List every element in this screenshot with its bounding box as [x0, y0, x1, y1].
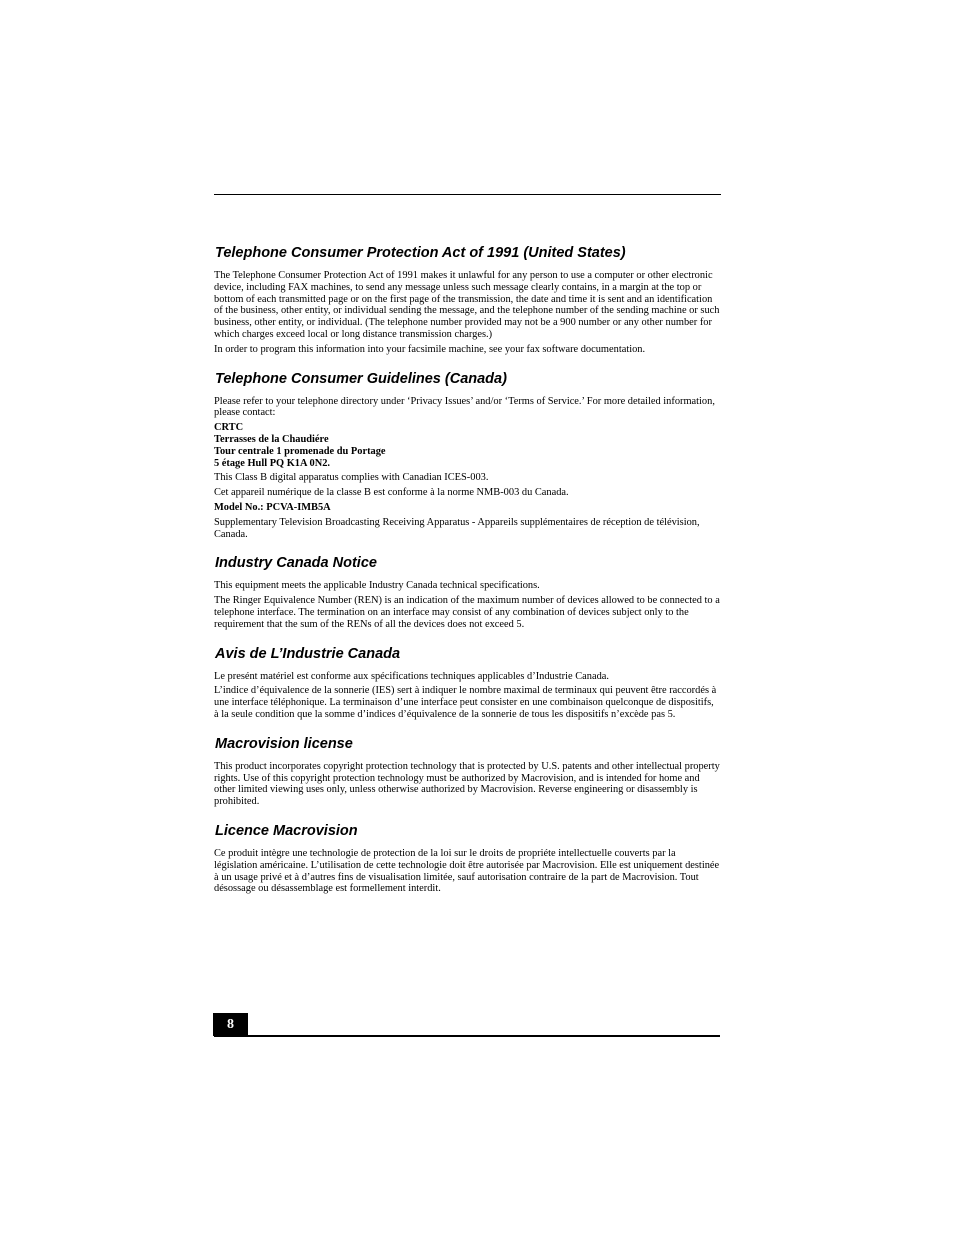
paragraph: L’indice d’équivalence de la sonnerie (IES) sert à indiquer le nombre maximal de terminaux qui peuvent être raccordés à une interface téléphonique. La terminaison d’une interface peut consister en une combinaison quelconque de dispositifs, à la seule condition que la somme d’indices d’équivalence de la sonnerie de tous les dispositifs n’excède pas 5. — [214, 685, 717, 720]
paragraph: Supplementary Television Broadcasting Receiving Apparatus - Appareils supplémentaires de réception de télévision, Canada. — [214, 516, 700, 540]
address-line: 5 étage Hull PQ K1A 0N2. — [214, 457, 331, 469]
paragraph: Please refer to your telephone directory under ‘Privacy Issues’ and/or ‘Terms of Service.’ For more detailed information, please contact: — [214, 395, 715, 419]
paragraph: This Class B digital apparatus complies with Canadian ICES-003. — [214, 472, 489, 484]
address-line: Terrasses de la Chaudiére — [214, 433, 329, 445]
section-heading: Licence Macrovision — [215, 822, 358, 839]
paragraph: Cet appareil numérique de la classe B est conforme à la norme NMB-003 du Canada. — [214, 487, 569, 499]
document-body — [214, 244, 720, 909]
address-line: CRTC — [214, 422, 244, 434]
section-heading: Telephone Consumer Guidelines (Canada) — [215, 370, 507, 387]
paragraph: Ce produit intègre une technologie de protection de la loi sur le droits de propriéte intellectuelle couverts par la législation américaine. L’utilisation de cette technologie doit être autorisée par Macrovision. Elle est uniquement destinée à un usage privé et à d’autres fins de visualisation limitée, sauf autorisation contraire de la part de Macrovision. Tout désossage ou désassemblage est formellement interdit. — [214, 847, 720, 895]
section-heading: Avis de L’Industrie Canada — [215, 645, 401, 662]
section-macrovision-license — [214, 735, 720, 808]
paragraph: Le presént matériel est conforme aux spécifications techniques applicables d’Industrie Canada. — [214, 670, 609, 682]
paragraph: The Telephone Consumer Protection Act of 1991 makes it unlawful for any person to use a computer or other electronic device, including FAX machines, to send any message unless such message clearly contains, in a margin at the top or bottom of each transmitted page or on the first page of the transmission, the date and time it is sent and an identification of the business, other entity, or individual sending the message, and the telephone number of the sending machine or such business, other entity, or individual. (The telephone number provided may not be a 900 number or any other number for which charges exceed local or long distance transmission charges.) — [214, 270, 720, 340]
header-rule — [214, 194, 721, 195]
section-heading: Telephone Consumer Protection Act of 1991 (United States) — [215, 245, 626, 261]
paragraph: The Ringer Equivalence Number (REN) is an indication of the maximum number of devices allowed to be connected to a telephone interface. The termination on an interface may consist of any combination of devices subject only to the requirement that the sum of the RENs of all the devices does not exceed 5. — [214, 595, 720, 630]
footer-rule — [214, 1035, 720, 1037]
section-licence-macrovision — [214, 822, 720, 895]
crtc-address — [214, 422, 720, 469]
paragraph: This equipment meets the applicable Industry Canada technical specifications. — [214, 580, 540, 592]
paragraph: In order to program this information into your facsimile machine, see your fax software documentation. — [214, 343, 646, 355]
page-number: 8 — [213, 1013, 248, 1036]
section-canada-guidelines — [214, 370, 720, 541]
section-industry-canada — [214, 554, 720, 630]
section-avis-industrie — [214, 645, 720, 721]
section-heading: Macrovision license — [215, 735, 353, 752]
address-line: Tour centrale 1 promenade du Portage — [214, 445, 386, 457]
paragraph: This product incorporates copyright protection technology that is protected by U.S. patents and other intellectual property rights. Use of this copyright protection technology must be authorized by Macrovision, and is intended for home and other limited viewing uses only, unless otherwise authorized by Macrovision. Reverse engineering or disassembly is prohibited. — [214, 760, 720, 808]
section-heading: Industry Canada Notice — [215, 555, 377, 572]
section-tcpa — [214, 244, 720, 356]
model-number: Model No.: PCVA-IMB5A — [214, 501, 331, 513]
